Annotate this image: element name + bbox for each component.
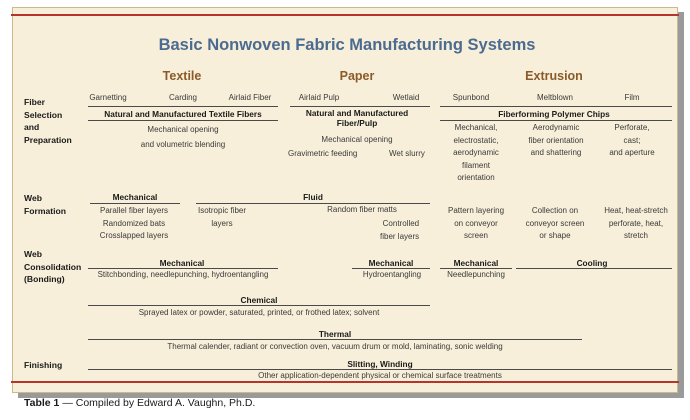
formation-mechanical-header: Mechanical (112, 192, 158, 202)
bottom-rule (11, 381, 679, 383)
method-meltblown: Meltblown (536, 93, 574, 102)
textile-opening-text: Mechanical opening and volumetric blending (140, 125, 226, 149)
consolidation-extrusion-mechanical-items: Needlepunching (447, 270, 505, 279)
divider-textile-methods (88, 106, 278, 107)
divider-formation-mechanical (90, 203, 180, 204)
divider-textile-header (88, 120, 278, 121)
top-rule (11, 14, 679, 16)
paper-opening-text: Mechanical opening (321, 135, 393, 144)
column-paper: Paper (339, 69, 375, 83)
row-label-web-consolidation: Web Consolidation (Bonding) (24, 249, 82, 284)
consolidation-thermal-header: Thermal (318, 329, 352, 339)
divider-consolidation-textile (88, 268, 278, 269)
caption-text: — Compiled by Edward A. Vaughn, Ph.D. (62, 397, 256, 409)
paper-fiber-header: Natural and Manufactured Fiber/Pulp (305, 108, 409, 128)
textile-fiber-header: Natural and Manufactured Textile Fibers (104, 109, 262, 119)
page-title: Basic Nonwoven Fabric Manufacturing Systems (158, 36, 536, 54)
extrusion-fiber-header: Fiberforming Polymer Chips (498, 109, 610, 119)
column-extrusion: Extrusion (525, 69, 583, 83)
consolidation-cooling-header: Cooling (576, 258, 608, 268)
divider-consolidation-chemical (88, 305, 430, 306)
divider-formation-fluid (196, 203, 430, 204)
formation-random-matts: Random fiber matts (327, 205, 397, 214)
divider-extrusion-methods (440, 106, 672, 107)
divider-paper-methods (290, 106, 430, 107)
divider-extrusion-header (440, 120, 672, 121)
film-detail: Perforate, cast; and aperture (609, 123, 655, 157)
divider-consolidation-paper (352, 268, 430, 269)
row-label-web-formation: Web Formation (24, 193, 67, 216)
finishing-items: Other application-dependent physical or chemical surface treatments (258, 371, 502, 380)
formation-isotropic: Isotropic fiber layers (197, 206, 247, 228)
method-carding: Carding (168, 93, 198, 102)
method-spunbond: Spunbond (452, 93, 490, 102)
divider-finishing (88, 369, 672, 370)
column-textile: Textile (162, 69, 202, 83)
method-wetlaid: Wetlaid (392, 93, 420, 102)
divider-consolidation-thermal (88, 339, 582, 340)
formation-collection: Collection on conveyor screen or shape (525, 206, 585, 240)
formation-pattern: Pattern layering on conveyor screen (447, 206, 505, 240)
consolidation-textile-mechanical-items: Stitchbonding, needlepunching, hydroentangling (97, 270, 269, 279)
table-caption (24, 397, 255, 409)
paper-wet-slurry-text: Wet slurry (389, 149, 425, 158)
consolidation-textile-mechanical-header: Mechanical (159, 258, 205, 268)
divider-consolidation-extrusion (440, 268, 512, 269)
meltblown-detail: Aerodynamic fiber orientation and shattering (528, 123, 584, 157)
method-garnetting: Garnetting (89, 93, 127, 102)
paper-gravimetric-text: Gravimetric feeding (288, 149, 358, 158)
formation-fluid-header: Fluid (303, 192, 323, 202)
caption-label: Table 1 (24, 397, 60, 409)
formation-controlled: Controlled fiber layers (380, 219, 420, 241)
spunbond-detail: Mechanical, electrostatic, aerodynamic filament orientation (453, 123, 499, 182)
formation-mechanical-items: Parallel fiber layers Randomized bats Crosslapped layers (99, 206, 169, 240)
formation-heat: Heat, heat-stretch perforate, heat, stretch (604, 206, 668, 240)
consolidation-thermal-items: Thermal calender, radiant or convection oven, vacuum drum or mold, laminating, sonic welding (167, 342, 503, 351)
method-film: Film (624, 93, 640, 102)
row-label-fiber-prep: Fiber Selection and Preparation (24, 97, 72, 145)
method-airlaid-pulp: Airlaid Pulp (298, 93, 340, 102)
consolidation-chemical-items: Sprayed latex or powder, saturated, printed, or frothed latex; solvent (138, 308, 380, 317)
divider-consolidation-cooling (516, 268, 672, 269)
consolidation-paper-mechanical-header: Mechanical (368, 258, 414, 268)
method-airlaid-fiber: Airlaid Fiber (228, 93, 272, 102)
finishing-header: Slitting, Winding (347, 359, 413, 369)
consolidation-chemical-header: Chemical (240, 295, 278, 305)
consolidation-extrusion-mechanical-header: Mechanical (453, 258, 499, 268)
row-label-finishing: Finishing (24, 360, 63, 370)
consolidation-paper-mechanical-items: Hydroentangling (362, 270, 422, 279)
